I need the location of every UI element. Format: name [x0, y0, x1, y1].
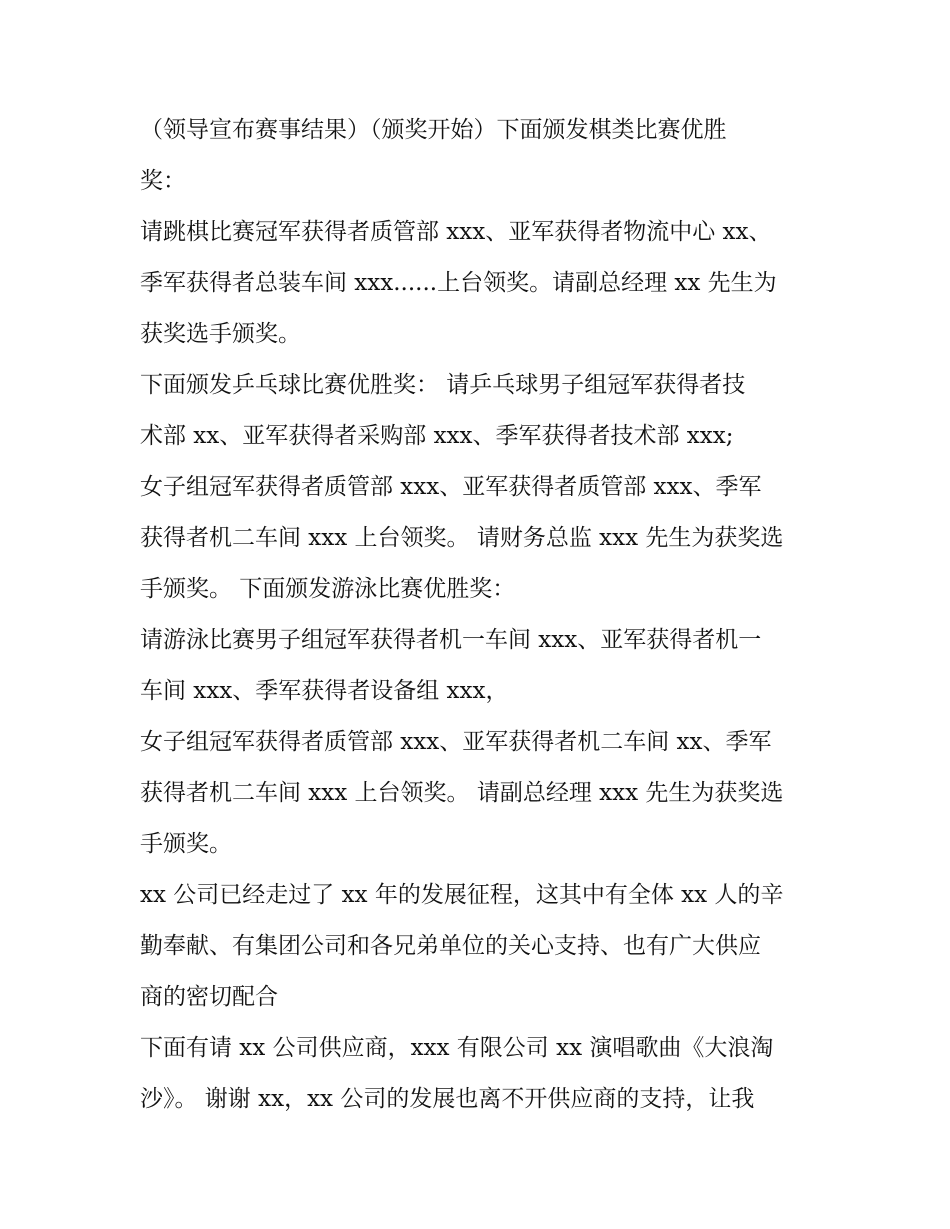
text-line: xx 公司已经走过了 xx 年的发展征程，这其中有全体 xx 人的辛	[140, 882, 784, 908]
text-line: 季军获得者总装车间 xxx......上台领奖。请副总经理 xx 先生为	[140, 270, 777, 296]
text-line: 请游泳比赛男子组冠军获得者机一车间 xxx、亚军获得者机一	[140, 627, 762, 653]
document-body	[140, 105, 820, 1125]
text-line: 请跳棋比赛冠军获得者质管部 xxx、亚军获得者物流中心 xx、	[140, 219, 772, 245]
text-line: 女子组冠军获得者质管部 xxx、亚军获得者质管部 xxx、季军	[140, 474, 762, 500]
text-line: （领导宣布赛事结果）（颁奖开始）下面颁发棋类比赛优胜	[140, 117, 727, 143]
text-line: 车间 xxx、季军获得者设备组 xxx，	[140, 678, 509, 704]
text-line: 下面有请 xx 公司供应商，xxx 有限公司 xx 演唱歌曲《大浪淘	[140, 1035, 774, 1061]
text-line: 勤奉献、有集团公司和各兄弟单位的关心支持、也有广大供应	[140, 933, 761, 959]
text-line: 手颁奖。 下面颁发游泳比赛优胜奖：	[140, 576, 516, 602]
text-line: 奖：	[140, 168, 186, 194]
text-line: 商的密切配合	[140, 984, 278, 1010]
text-line: 获奖选手颁奖。	[140, 321, 301, 347]
text-line: 下面颁发乒乓球比赛优胜奖： 请乒乓球男子组冠军获得者技	[140, 372, 746, 398]
text-line: 术部 xx、亚军获得者采购部 xxx、季军获得者技术部 xxx;	[140, 423, 734, 449]
text-line: 获得者机二车间 xxx 上台领奖。 请副总经理 xxx 先生为获奖选	[140, 780, 784, 806]
text-line: 手颁奖。	[140, 831, 232, 857]
text-line: 沙》。 谢谢 xx，xx 公司的发展也离不开供应商的支持，让我	[140, 1086, 755, 1112]
text-line: 女子组冠军获得者质管部 xxx、亚军获得者机二车间 xx、季军	[140, 729, 772, 755]
text-line: 获得者机二车间 xxx 上台领奖。 请财务总监 xxx 先生为获奖选	[140, 525, 784, 551]
